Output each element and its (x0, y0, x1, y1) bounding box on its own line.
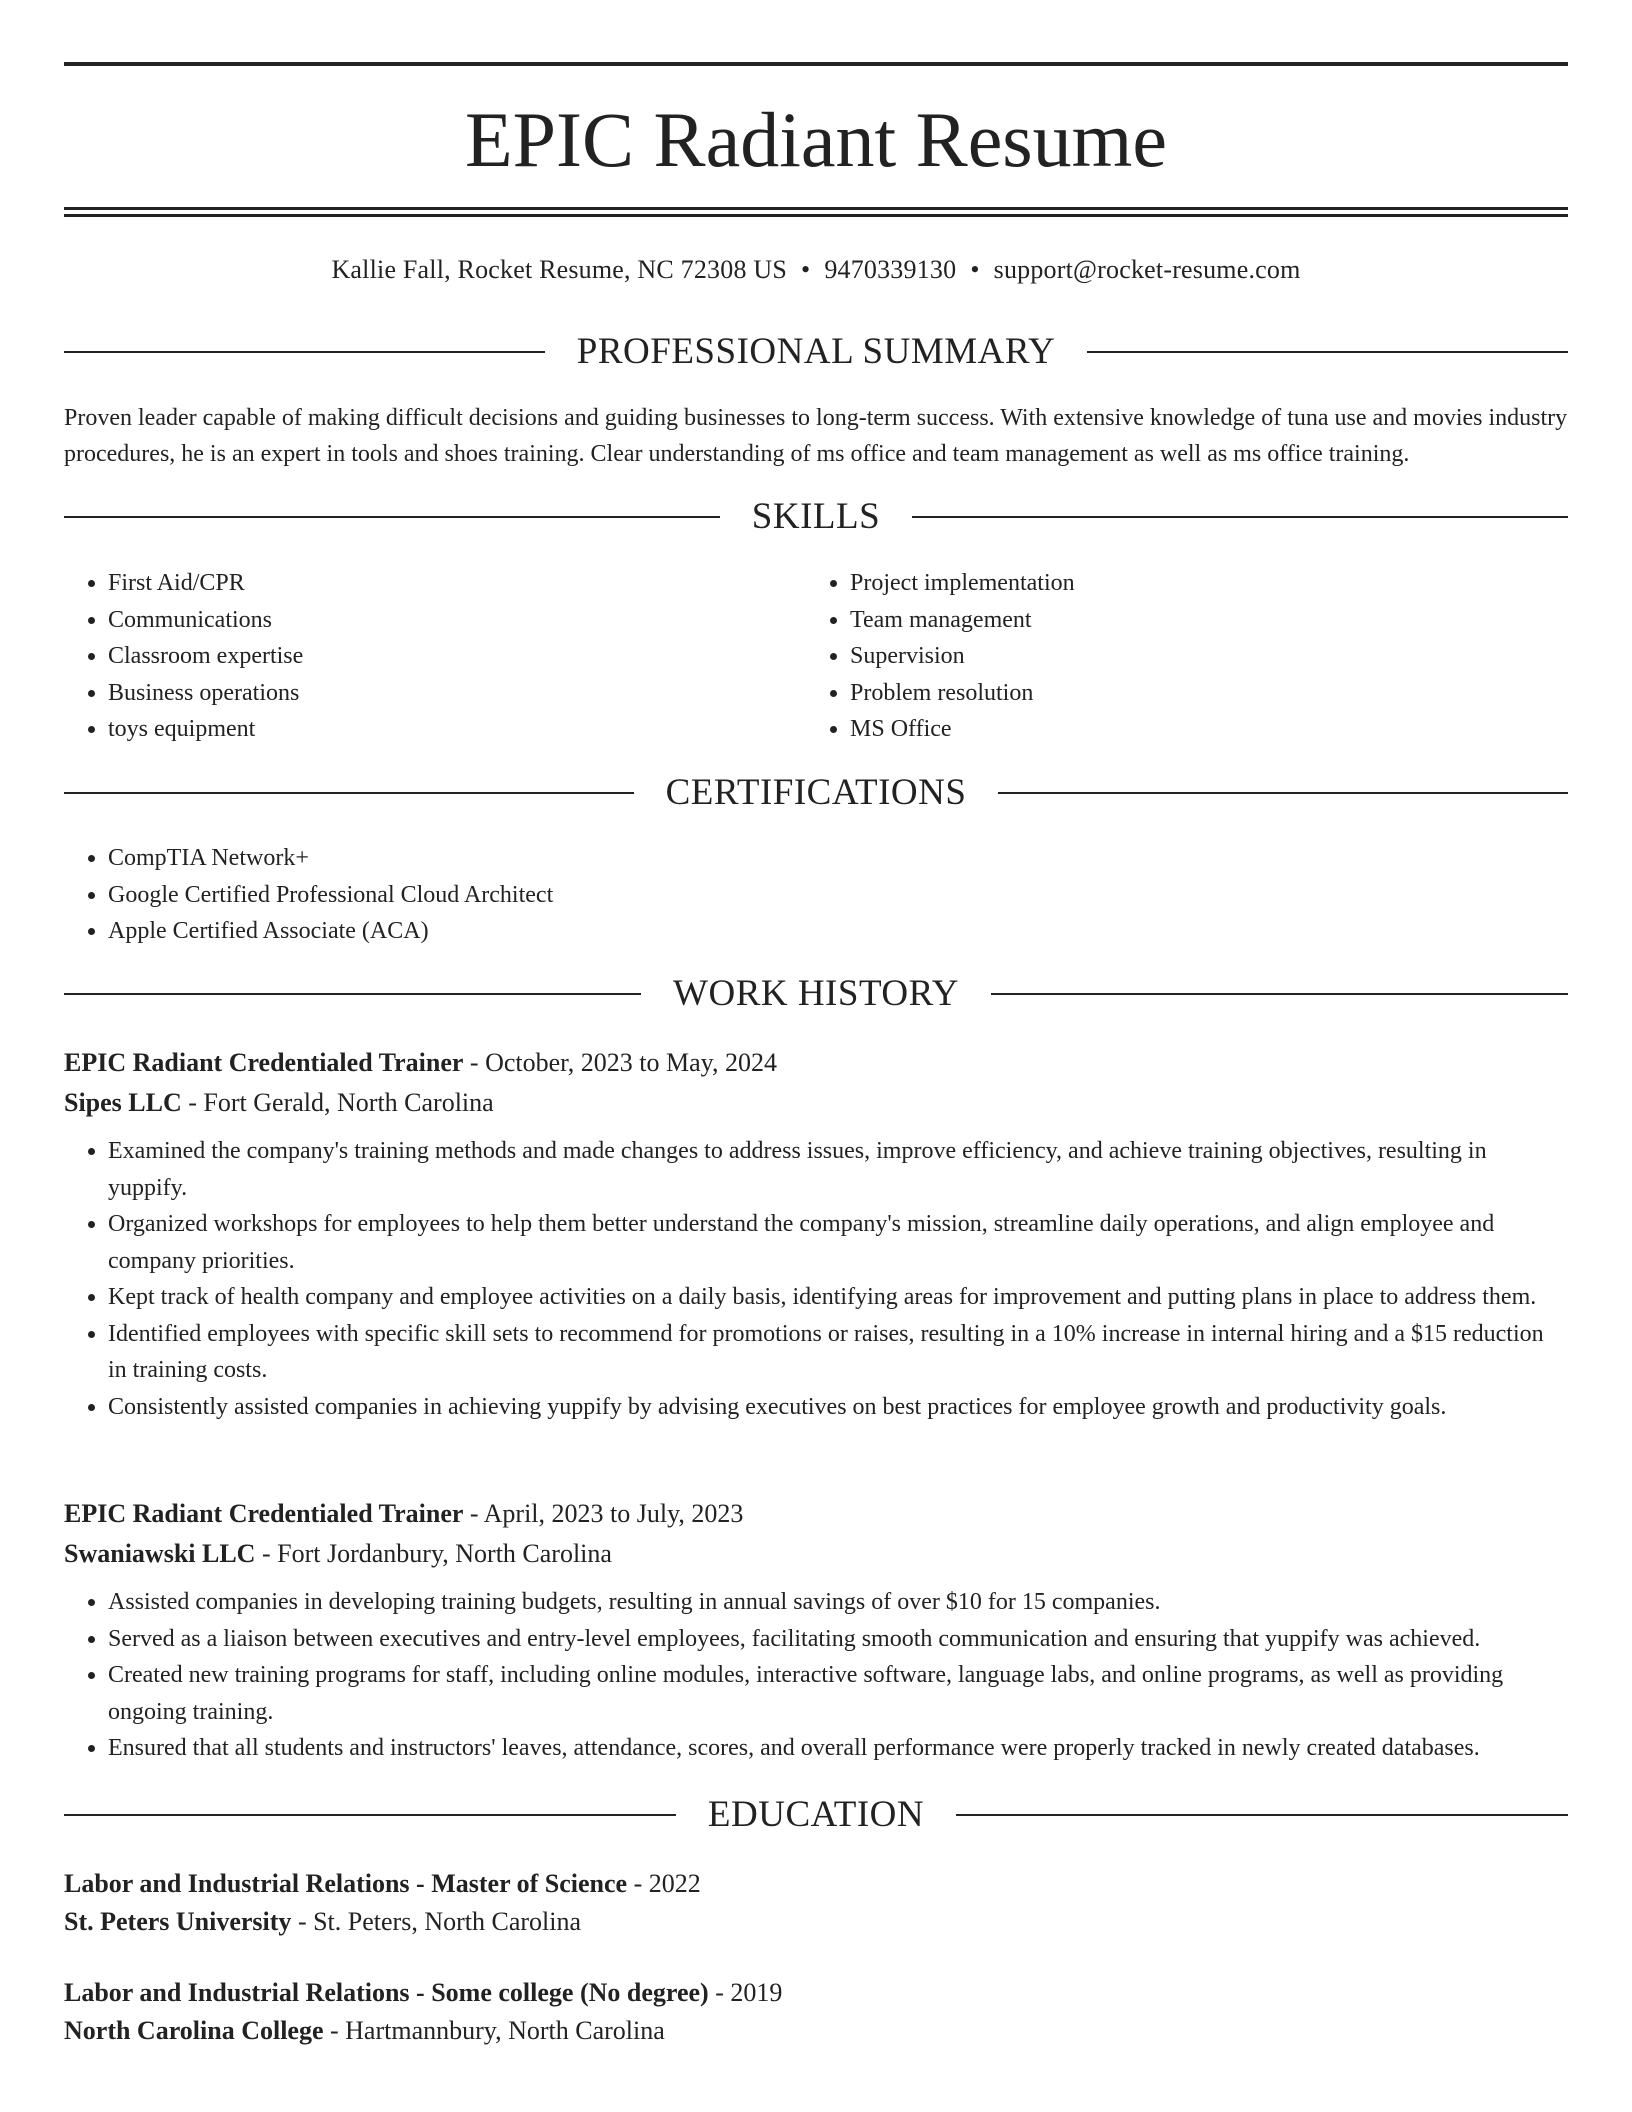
education-school: North Carolina College (64, 2016, 324, 2045)
job-dates: - October, 2023 to May, 2024 (463, 1048, 777, 1077)
title-double-divider (64, 207, 1568, 217)
contact-separator: • (970, 255, 980, 284)
skill-item: • MS Office (850, 711, 1546, 748)
skill-item: • Team management (850, 602, 1546, 639)
job-bullet: • Consistently assisted companies in achieving yuppify by advising executives on best practices for employee growth and productivity goals. (108, 1389, 1568, 1426)
summary-paragraph: Proven leader capable of making difficult decisions and guiding businesses to long-term success. With extensive knowledge of tuna use and movies industry procedures, he is an expert in tools and shoes training. Clear understanding of ms office and team management as well as ms office training. (64, 405, 1568, 467)
education-entry (64, 1865, 1568, 1941)
skill-item: • First Aid/CPR (108, 565, 804, 602)
heading-rule-left (64, 1814, 676, 1816)
certification-item: • Apple Certified Associate (ACA) (108, 913, 1568, 950)
skill-item: • Project implementation (850, 565, 1546, 602)
section-heading-certifications (64, 771, 1568, 815)
section-title-education: EDUCATION (707, 1794, 925, 1835)
job-bullet: • Kept track of health company and employee activities on a daily basis, identifying areas for improvement and putting plans in place to address them. (108, 1279, 1568, 1316)
job-title: EPIC Radiant Credentialed Trainer (64, 1048, 464, 1077)
job-dates: - April, 2023 to July, 2023 (463, 1499, 744, 1528)
skill-item: • Business operations (108, 675, 804, 712)
skill-item: • Communications (108, 602, 804, 639)
heading-rule-right (912, 516, 1568, 518)
skill-item: • Supervision (850, 638, 1546, 675)
section-title-skills: SKILLS (751, 496, 881, 537)
section-heading-summary (64, 330, 1568, 374)
section-heading-skills (64, 495, 1568, 539)
section-heading-work-history (64, 972, 1568, 1016)
job-bullet: • Served as a liaison between executives and entry-level employees, facilitating smooth communication and ensuring that yuppify was achieved. (108, 1621, 1568, 1658)
heading-rule-right (991, 993, 1568, 995)
contact-address: Kallie Fall, Rocket Resume, NC 72308 US (331, 255, 787, 284)
job-company: Swaniawski LLC (64, 1539, 256, 1568)
heading-rule-left (64, 351, 545, 353)
education-entry (64, 1974, 1568, 2050)
job-company-line (64, 1534, 1568, 1574)
skill-item: • toys equipment (108, 711, 804, 748)
job-bullet: • Created new training programs for staff, including online modules, interactive software, language labs, and online programs, as well as providing ongoing training. (108, 1657, 1568, 1730)
section-title-work-history: WORK HISTORY (673, 973, 959, 1014)
job-title: EPIC Radiant Credentialed Trainer (64, 1499, 464, 1528)
job-entry (64, 1494, 1568, 1767)
heading-rule-right (1087, 351, 1568, 353)
job-company-line (64, 1083, 1568, 1123)
job-bullet: • Examined the company's training methods and made changes to address issues, improve efficiency, and achieve training objectives, resulting in yuppify. (108, 1133, 1568, 1206)
resume-title: EPIC Radiant Resume (465, 96, 1167, 183)
job-bullets (64, 1584, 1568, 1767)
certification-item: • Google Certified Professional Cloud Architect (108, 877, 1568, 914)
section-title-certifications: CERTIFICATIONS (665, 772, 967, 813)
education-degree-line (64, 1865, 1568, 1903)
job-bullet: • Identified employees with specific skill sets to recommend for promotions or raises, resulting in a 10% increase in internal hiring and a $15 reduction in training costs. (108, 1316, 1568, 1389)
education-school-line (64, 2012, 1568, 2050)
skill-item: • Problem resolution (850, 675, 1546, 712)
top-divider (64, 62, 1568, 66)
skills-column-left (64, 565, 804, 748)
skill-item: • Classroom expertise (108, 638, 804, 675)
education-year: - 2019 (708, 1978, 783, 2007)
contact-email[interactable]: support@rocket-resume.com (993, 255, 1301, 284)
heading-rule-left (64, 792, 634, 794)
skills-column-right (806, 565, 1546, 748)
heading-rule-left (64, 516, 720, 518)
heading-rule-left (64, 993, 641, 995)
education-location: - St. Peters, North Carolina (291, 1907, 582, 1936)
job-bullet: • Organized workshops for employees to help them better understand the company's mission, streamline daily operations, and align employee and company priorities. (108, 1206, 1568, 1279)
job-bullet: • Ensured that all students and instructors' leaves, attendance, scores, and overall performance were properly tracked in newly created databases. (108, 1730, 1568, 1767)
job-title-line (64, 1494, 1568, 1534)
education-degree: Labor and Industrial Relations - Master of Science (64, 1869, 628, 1898)
section-title-summary: PROFESSIONAL SUMMARY (576, 331, 1056, 372)
education-year: - 2022 (627, 1869, 701, 1898)
job-location: - Fort Jordanbury, North Carolina (255, 1539, 612, 1568)
section-heading-education (64, 1793, 1568, 1837)
job-title-line (64, 1043, 1568, 1083)
education-location: - Hartmannbury, North Carolina (323, 2016, 665, 2045)
job-company: Sipes LLC (64, 1088, 182, 1117)
certification-item: • CompTIA Network+ (108, 840, 1568, 877)
job-location: - Fort Gerald, North Carolina (181, 1088, 494, 1117)
contact-phone[interactable]: 9470339130 (824, 255, 957, 284)
job-bullets (64, 1133, 1568, 1425)
job-bullet: • Assisted companies in developing training budgets, resulting in annual savings of over $10 for 15 companies. (108, 1584, 1568, 1621)
education-school: St. Peters University (64, 1907, 292, 1936)
certifications-list (64, 840, 1568, 950)
job-entry (64, 1043, 1568, 1425)
heading-rule-right (998, 792, 1568, 794)
contact-line (64, 252, 1568, 288)
heading-rule-right (956, 1814, 1568, 1816)
education-school-line (64, 1903, 1568, 1941)
contact-separator: • (801, 255, 811, 284)
education-degree: Labor and Industrial Relations - Some college (No degree) (64, 1978, 709, 2007)
education-degree-line (64, 1974, 1568, 2012)
